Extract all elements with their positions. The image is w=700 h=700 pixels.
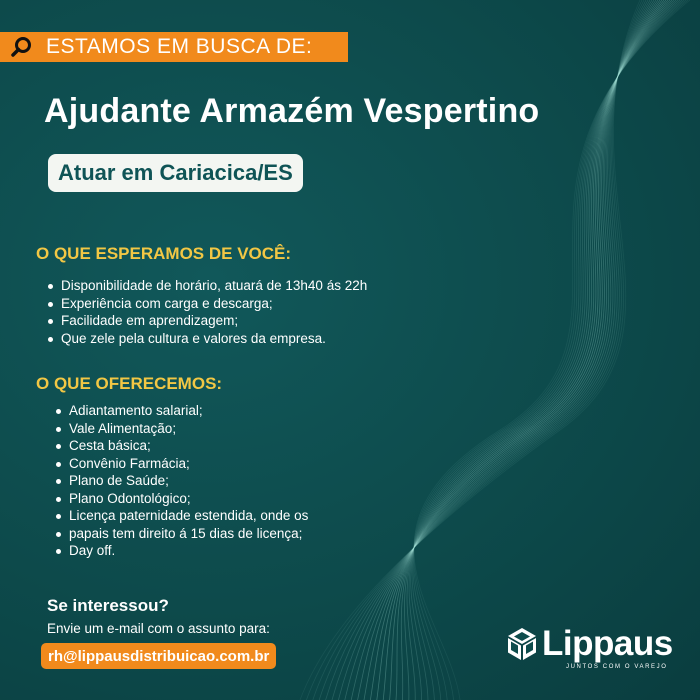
- location-badge: [48, 154, 303, 192]
- cube-logo-icon: [505, 626, 539, 662]
- expectations-list: [48, 277, 367, 347]
- banner-text: ESTAMOS EM BUSCA DE:: [46, 35, 313, 58]
- list-item: Day off.: [56, 542, 308, 560]
- list-item: Disponibilidade de horário, atuará de 13h40 ás 22h: [48, 277, 367, 295]
- cta-heading: Se interessou?: [47, 596, 169, 615]
- logo-tagline: JUNTOS COM O VAREJO: [566, 664, 668, 670]
- list-item: Que zele pela cultura e valores da empresa.: [48, 330, 367, 348]
- logo-wordmark: Lippaus: [542, 624, 673, 663]
- offers-heading: O QUE OFERECEMOS:: [36, 374, 223, 393]
- list-item: Vale Alimentação;: [56, 420, 308, 438]
- list-item: Plano Odontológico;: [56, 490, 308, 508]
- list-item: Convênio Farmácia;: [56, 455, 308, 473]
- list-item: Plano de Saúde;: [56, 472, 308, 490]
- search-banner: [0, 32, 348, 62]
- cta-text: Envie um e-mail com o assunto para:: [47, 621, 270, 636]
- email-badge[interactable]: [41, 643, 276, 669]
- list-item: Cesta básica;: [56, 437, 308, 455]
- list-item-continuation: papais tem direito á 15 dias de licença;: [56, 525, 308, 543]
- job-title: Ajudante Armazém Vespertino: [44, 92, 540, 130]
- offers-list: [56, 402, 308, 560]
- list-item: Licença paternidade estendida, onde os: [56, 507, 308, 525]
- list-item: Facilidade em aprendizagem;: [48, 312, 367, 330]
- search-icon: [10, 32, 40, 62]
- expectations-heading: O QUE ESPERAMOS DE VOCÊ:: [36, 244, 292, 263]
- list-item: Adiantamento salarial;: [56, 402, 308, 420]
- company-logo: [505, 626, 673, 662]
- email-address[interactable]: rh@lippausdistribuicao.com.br: [48, 647, 270, 665]
- list-item: Experiência com carga e descarga;: [48, 295, 367, 313]
- location-text: Atuar em Cariacica/ES: [58, 160, 293, 185]
